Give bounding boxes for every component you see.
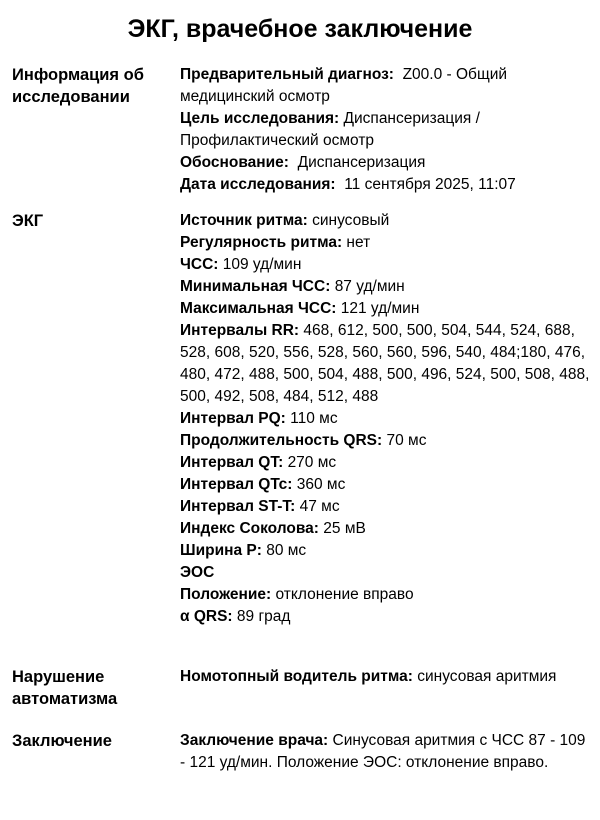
field-p-width: Ширина P: 80 мс — [180, 542, 307, 559]
field-heart-rate: ЧСС: 109 уд/мин — [180, 256, 302, 273]
field-electrical-axis-heading: ЭОС — [180, 564, 215, 581]
field-alpha-qrs: α QRS: 89 град — [180, 608, 291, 625]
section-label-study-info: Информация об исследовании — [12, 66, 144, 106]
field-min-heart-rate: Минимальная ЧСС: 87 уд/мин — [180, 278, 405, 295]
page-title: ЭКГ, врачебное заключение — [127, 15, 473, 43]
field-justification: Обоснование: Диспансеризация — [180, 154, 426, 171]
section-content-conclusion — [180, 730, 592, 774]
section-content-automatism — [180, 666, 592, 688]
field-study-date: Дата исследования: 11 сентября 2025, 11:07 — [180, 176, 516, 193]
section-label-automatism: Нарушение автоматизма — [12, 668, 118, 708]
field-nomotopic-pacemaker: Номотопный водитель ритма: синусовая аритмия — [180, 668, 557, 685]
field-preliminary-diagnosis: Предварительный диагноз: Z00.0 - Общий медицинский осмотр — [180, 66, 508, 105]
section-label-ecg: ЭКГ — [12, 212, 44, 230]
field-rr-intervals: Интервалы RR: 468, 612, 500, 500, 504, 544, 524, 688, 528, 608, 520, 556, 528, 560, 560, 596, 540, 484;180, 476, 480, 472, 488, 500, 504, 488, 500, 496, 524, 500, 508, 488, 500, 492, 508, 484, 512, 488 — [180, 322, 590, 405]
field-qt-interval: Интервал QT: 270 мс — [180, 454, 337, 471]
section-content-study-info — [180, 64, 592, 196]
field-st-t-interval: Интервал ST-T: 47 мс — [180, 498, 340, 515]
section-label-conclusion: Заключение — [12, 732, 112, 750]
field-axis-position: Положение: отклонение вправо — [180, 586, 414, 603]
field-study-purpose: Цель исследования: Диспансеризация / Профилактический осмотр — [180, 110, 480, 149]
section-content-ecg — [180, 210, 592, 628]
field-doctor-conclusion: Заключение врача: Синусовая аритмия с ЧСС 87 - 109 - 121 уд/мин. Положение ЭОС: отклонение вправо. — [180, 732, 586, 771]
field-max-heart-rate: Максимальная ЧСС: 121 уд/мин — [180, 300, 420, 317]
field-qtc-interval: Интервал QTc: 360 мс — [180, 476, 346, 493]
field-rhythm-source: Источник ритма: синусовый — [180, 212, 390, 229]
field-qrs-duration: Продолжительность QRS: 70 мс — [180, 432, 427, 449]
field-sokolow-index: Индекс Соколова: 25 мВ — [180, 520, 366, 537]
field-pq-interval: Интервал PQ: 110 мс — [180, 410, 338, 427]
field-rhythm-regularity: Регулярность ритма: нет — [180, 234, 371, 251]
